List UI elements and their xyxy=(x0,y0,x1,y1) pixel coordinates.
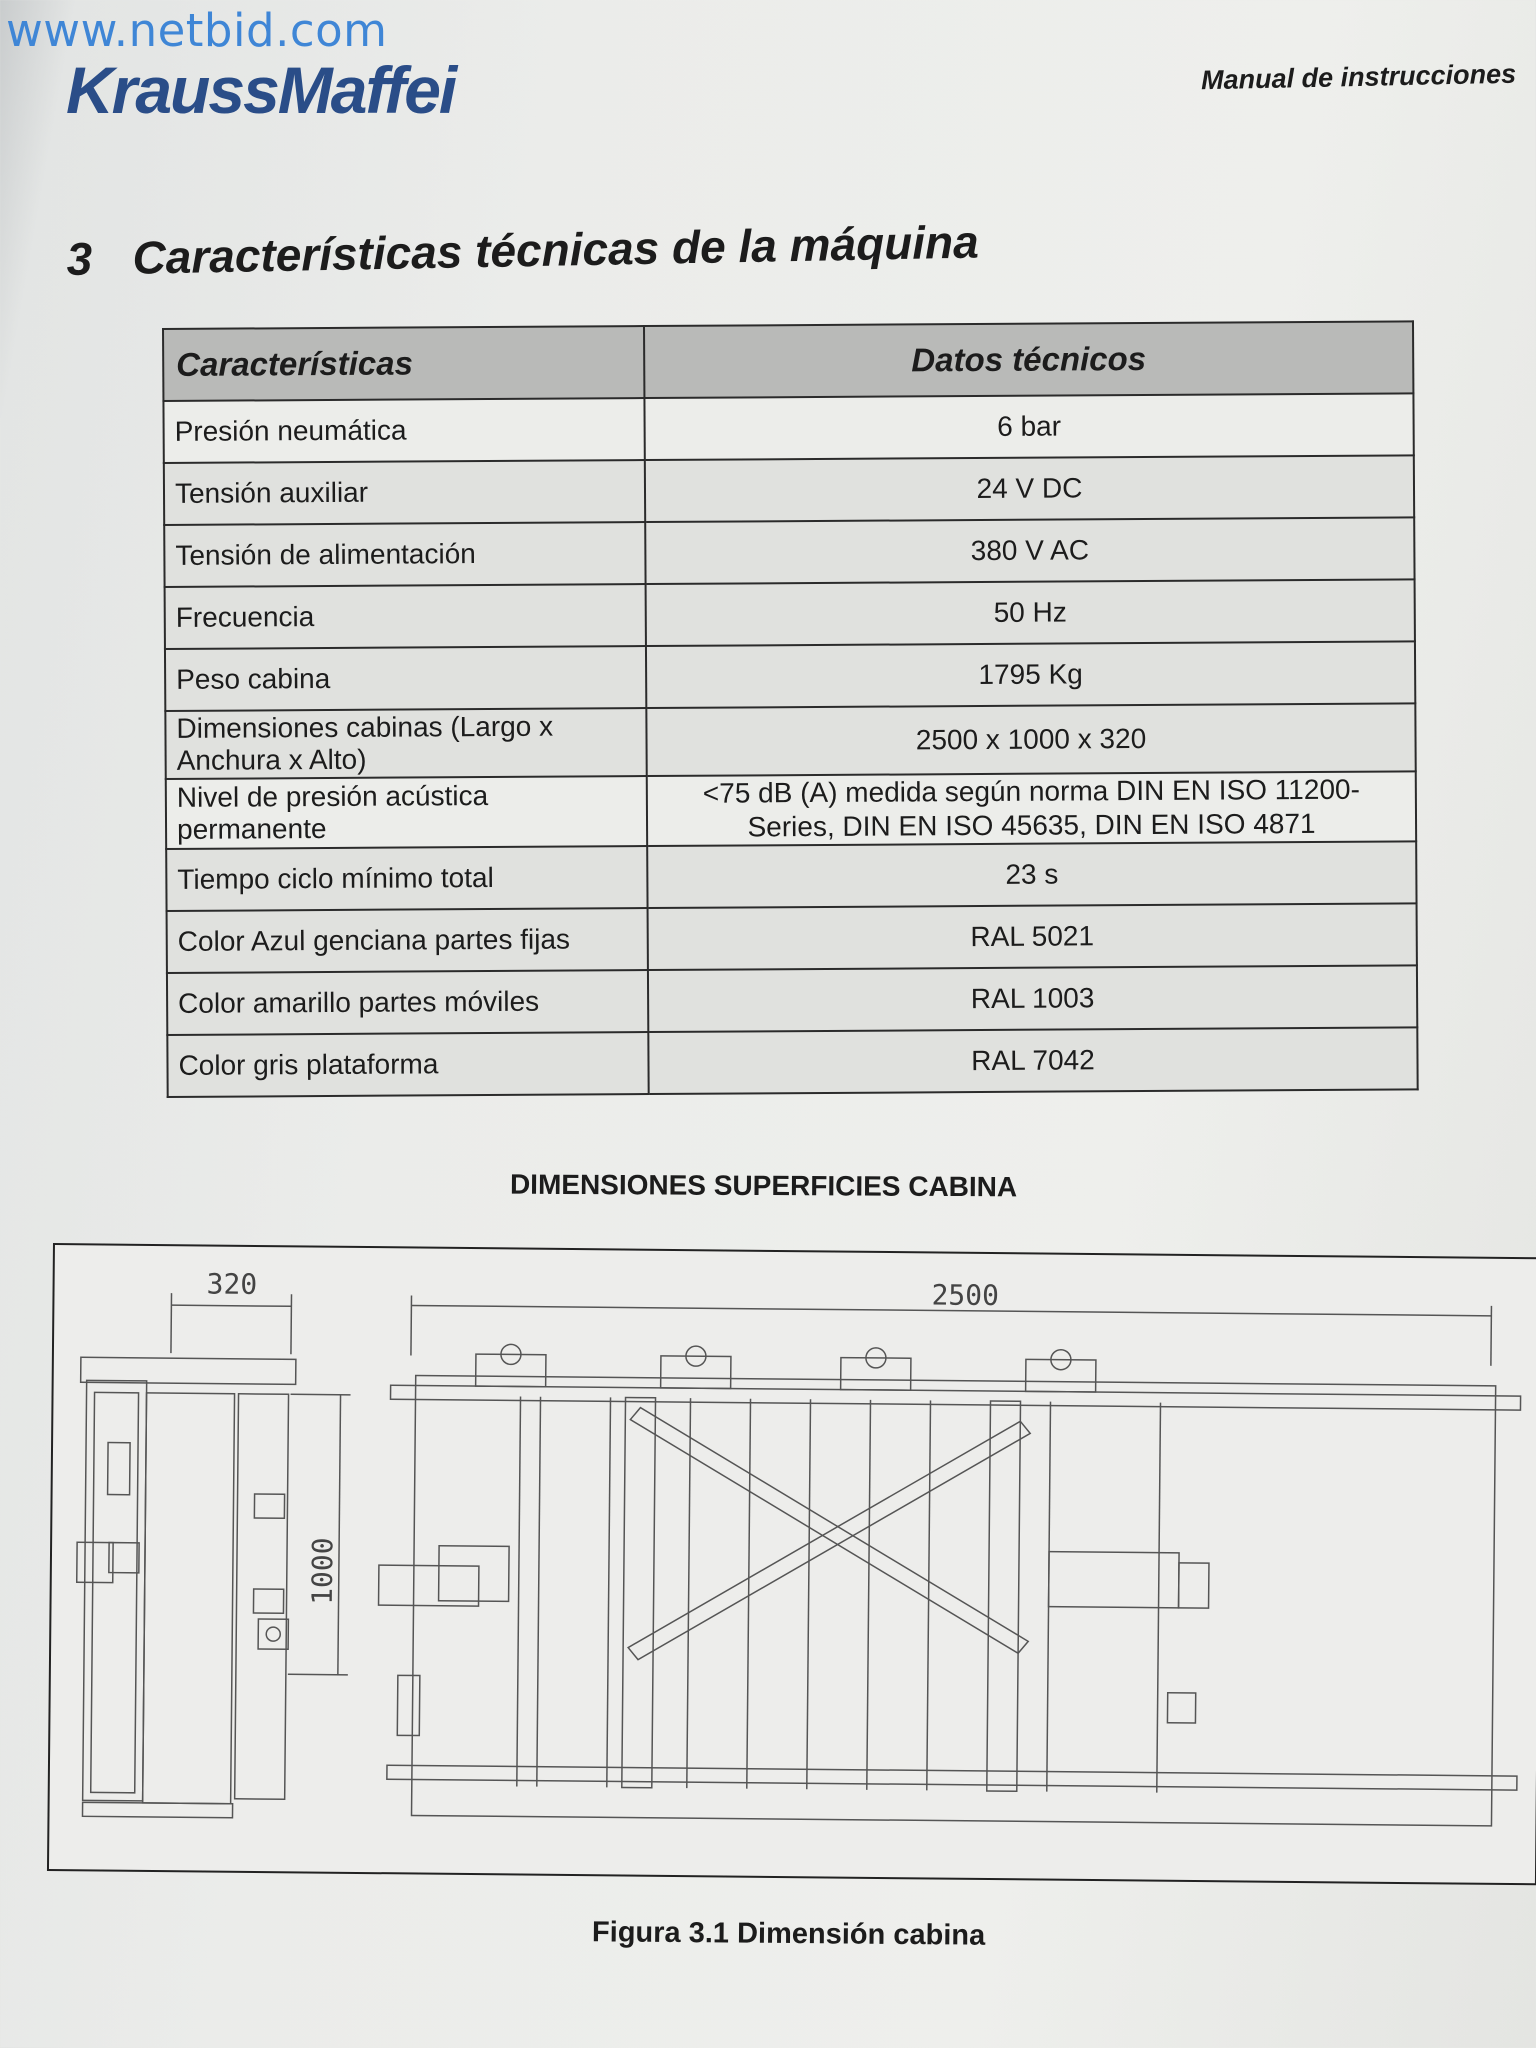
row-label: Color Azul genciana partes fijas xyxy=(167,908,648,973)
row-value: RAL 5021 xyxy=(648,903,1417,970)
table-row xyxy=(164,455,1414,525)
dim-label-2500: 2500 xyxy=(931,1278,1000,1313)
table-row xyxy=(163,393,1413,463)
table-row xyxy=(164,517,1414,587)
row-label: Peso cabina xyxy=(165,646,646,711)
figure-heading: DIMENSIONES SUPERFICIES CABINA xyxy=(509,1168,1018,1203)
row-value: 380 V AC xyxy=(645,517,1414,584)
row-value: 2500 x 1000 x 320 xyxy=(646,703,1415,776)
row-value: 6 bar xyxy=(644,393,1413,460)
row-label: Frecuencia xyxy=(165,584,646,649)
table-header-row xyxy=(163,321,1413,401)
brand-logo: KraussMaffei xyxy=(66,53,456,127)
specs-table xyxy=(162,320,1419,1098)
row-value: 1795 Kg xyxy=(646,641,1415,708)
row-label: Tensión de alimentación xyxy=(164,522,645,587)
row-label: Color amarillo partes móviles xyxy=(167,970,648,1035)
dim-label-1000: 1000 xyxy=(305,1537,340,1605)
section-number: 3 xyxy=(66,232,93,285)
table-row xyxy=(167,965,1417,1035)
table-row xyxy=(165,579,1415,649)
row-value: 50 Hz xyxy=(646,579,1415,646)
row-label: Color gris plataforma xyxy=(167,1032,648,1097)
row-label: Nivel de presión acústica permanente xyxy=(166,776,647,849)
dim-label-320: 320 xyxy=(206,1267,258,1301)
header-caracteristicas: Características xyxy=(163,326,644,401)
figure-caption: Figura 3.1 Dimensión cabina xyxy=(591,1916,986,1952)
row-value: RAL 7042 xyxy=(648,1027,1417,1094)
table-row xyxy=(165,641,1415,711)
table-row xyxy=(167,1027,1417,1097)
cabin-drawing-figure xyxy=(46,1242,1536,1886)
table-row xyxy=(165,703,1415,779)
row-label: Dimensiones cabinas (Largo x Anchura x Alto) xyxy=(165,708,646,779)
row-value: RAL 1003 xyxy=(648,965,1417,1032)
table-row xyxy=(166,841,1416,911)
row-label: Tensión auxiliar xyxy=(164,460,645,525)
row-label: Tiempo ciclo mínimo total xyxy=(166,846,647,911)
section-title: Características técnicas de la máquina xyxy=(132,215,980,284)
table-row xyxy=(167,903,1417,973)
table-row xyxy=(166,771,1416,849)
manual-title: Manual de instrucciones xyxy=(1200,58,1517,96)
specs-table-wrapper xyxy=(162,320,1419,1098)
watermark-url: www.netbid.com xyxy=(6,4,388,57)
section-heading xyxy=(66,214,979,286)
row-value: 23 s xyxy=(647,841,1416,908)
row-value: 24 V DC xyxy=(645,455,1414,522)
header-datos-tecnicos: Datos técnicos xyxy=(644,321,1413,398)
row-label: Presión neumática xyxy=(163,398,644,463)
row-value: <75 dB (A) medida según norma DIN EN ISO 11200-Series, DIN EN ISO 45635, DIN EN ISO 4871 xyxy=(647,771,1416,846)
cabin-technical-drawing xyxy=(46,1242,1536,1886)
